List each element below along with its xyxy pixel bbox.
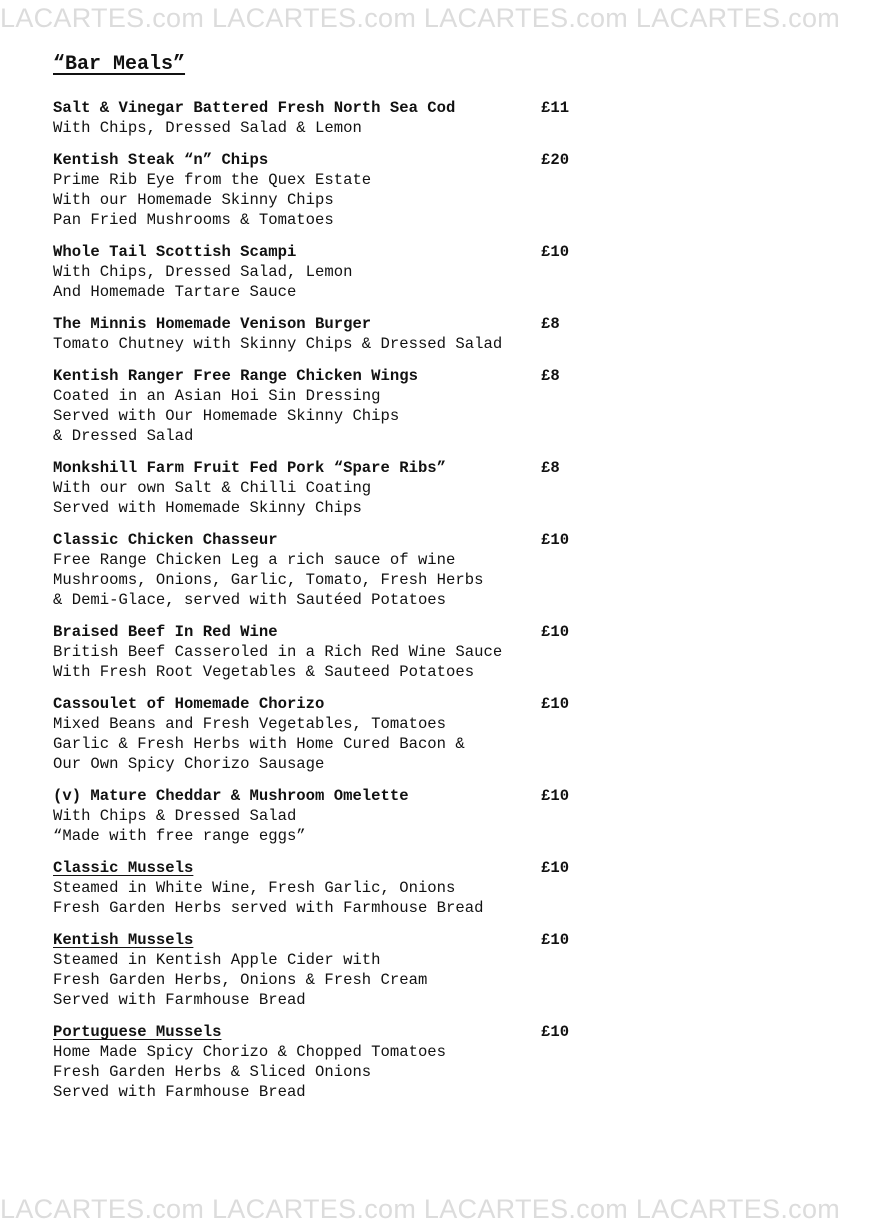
menu-item bbox=[53, 858, 573, 918]
menu-item-name: Kentish Ranger Free Range Chicken Wings bbox=[53, 367, 418, 385]
menu-item-name: Salt & Vinegar Battered Fresh North Sea Cod bbox=[53, 99, 456, 117]
menu-item-description-line: With our Homemade Skinny Chips bbox=[53, 191, 334, 209]
menu-item-description-line: “Made with free range eggs” bbox=[53, 827, 306, 845]
menu-item-description-line: With Chips & Dressed Salad bbox=[53, 807, 297, 825]
menu-item-name: (v) Mature Cheddar & Mushroom Omelette bbox=[53, 787, 409, 805]
menu-item-price: £10 bbox=[541, 243, 570, 261]
menu-item-description-line: & Demi-Glace, served with Sautéed Potatoes bbox=[53, 591, 447, 609]
menu-item-description-line: Fresh Garden Herbs & Sliced Onions bbox=[53, 1063, 372, 1081]
menu-item bbox=[53, 622, 573, 682]
menu-item-description-line: Fresh Garden Herbs served with Farmhouse Bread bbox=[53, 899, 484, 917]
menu-item bbox=[53, 458, 573, 518]
menu-item-price: £10 bbox=[541, 859, 570, 877]
menu-item-description-line: Garlic & Fresh Herbs with Home Cured Bacon & bbox=[53, 735, 465, 753]
menu-item-price: £11 bbox=[541, 99, 570, 117]
menu-item-description-line: British Beef Casseroled in a Rich Red Wine Sauce bbox=[53, 643, 503, 661]
menu-item-description-line: Prime Rib Eye from the Quex Estate bbox=[53, 171, 372, 189]
menu-item bbox=[53, 98, 573, 138]
menu-item-description-line: Served with Homemade Skinny Chips bbox=[53, 499, 362, 517]
menu-item-description-line: Our Own Spicy Chorizo Sausage bbox=[53, 755, 325, 773]
menu-item-description-line: With Chips, Dressed Salad, Lemon bbox=[53, 263, 353, 281]
menu-item-price: £20 bbox=[541, 151, 570, 169]
menu-item-name: The Minnis Homemade Venison Burger bbox=[53, 315, 372, 333]
menu-item-name: Kentish Steak “n” Chips bbox=[53, 151, 269, 169]
menu-item bbox=[53, 366, 573, 446]
menu-item-description-line: Served with Farmhouse Bread bbox=[53, 1083, 306, 1101]
watermark-bottom: LACARTES.com LACARTES.com LACARTES.com LACARTES.com bbox=[0, 1194, 841, 1224]
menu-item-price: £10 bbox=[541, 623, 570, 641]
menu-item-name: Braised Beef In Red Wine bbox=[53, 623, 278, 641]
menu-item-description-line: Steamed in White Wine, Fresh Garlic, Onions bbox=[53, 879, 456, 897]
menu-item-description-line: Served with Farmhouse Bread bbox=[53, 991, 306, 1009]
menu-item bbox=[53, 786, 573, 846]
menu-item bbox=[53, 1022, 573, 1102]
page-title: “Bar Meals” bbox=[53, 53, 186, 76]
menu-item-description-line: With our own Salt & Chilli Coating bbox=[53, 479, 372, 497]
menu-item-description-line: With Fresh Root Vegetables & Sauteed Potatoes bbox=[53, 663, 475, 681]
menu-item-description-line: Tomato Chutney with Skinny Chips & Dressed Salad bbox=[53, 335, 503, 353]
menu-item bbox=[53, 242, 573, 302]
menu-item-name: Kentish Mussels bbox=[53, 931, 194, 949]
menu-item-description-line: With Chips, Dressed Salad & Lemon bbox=[53, 119, 362, 137]
menu-item-description-line: Served with Our Homemade Skinny Chips bbox=[53, 407, 400, 425]
menu-item-price: £10 bbox=[541, 931, 570, 949]
menu-item-price: £10 bbox=[541, 695, 570, 713]
menu-item-price: £10 bbox=[541, 1023, 570, 1041]
menu-item-name: Monkshill Farm Fruit Fed Pork “Spare Ribs” bbox=[53, 459, 447, 477]
menu-item-name: Classic Mussels bbox=[53, 859, 194, 877]
menu-item-name: Whole Tail Scottish Scampi bbox=[53, 243, 297, 261]
menu-item-price: £8 bbox=[541, 315, 560, 333]
menu-item-description-line: Mushrooms, Onions, Garlic, Tomato, Fresh Herbs bbox=[53, 571, 484, 589]
menu-item bbox=[53, 694, 573, 774]
menu-item-description-line: Mixed Beans and Fresh Vegetables, Tomatoes bbox=[53, 715, 447, 733]
menu-item bbox=[53, 150, 573, 230]
menu-item-description-line: Fresh Garden Herbs, Onions & Fresh Cream bbox=[53, 971, 428, 989]
menu-item-price: £10 bbox=[541, 787, 570, 805]
watermark-top: LACARTES.com LACARTES.com LACARTES.com LACARTES.com bbox=[0, 3, 841, 33]
menu-item-description-line: Pan Fried Mushrooms & Tomatoes bbox=[53, 211, 334, 229]
menu-item-description-line: Coated in an Asian Hoi Sin Dressing bbox=[53, 387, 381, 405]
menu-item-name: Classic Chicken Chasseur bbox=[53, 531, 278, 549]
menu-item-description-line: Home Made Spicy Chorizo & Chopped Tomatoes bbox=[53, 1043, 447, 1061]
menu-item bbox=[53, 530, 573, 610]
menu-item-description-line: Steamed in Kentish Apple Cider with bbox=[53, 951, 381, 969]
menu-item-name: Cassoulet of Homemade Chorizo bbox=[53, 695, 325, 713]
menu-item-price: £8 bbox=[541, 367, 560, 385]
menu-item-description-line: & Dressed Salad bbox=[53, 427, 194, 445]
menu-item-price: £8 bbox=[541, 459, 560, 477]
menu-list bbox=[53, 98, 573, 1114]
menu-item-price: £10 bbox=[541, 531, 570, 549]
menu-item-name: Portuguese Mussels bbox=[53, 1023, 222, 1041]
menu-item bbox=[53, 314, 573, 354]
menu-item-description-line: Free Range Chicken Leg a rich sauce of wine bbox=[53, 551, 456, 569]
menu-item bbox=[53, 930, 573, 1010]
menu-item-description-line: And Homemade Tartare Sauce bbox=[53, 283, 297, 301]
